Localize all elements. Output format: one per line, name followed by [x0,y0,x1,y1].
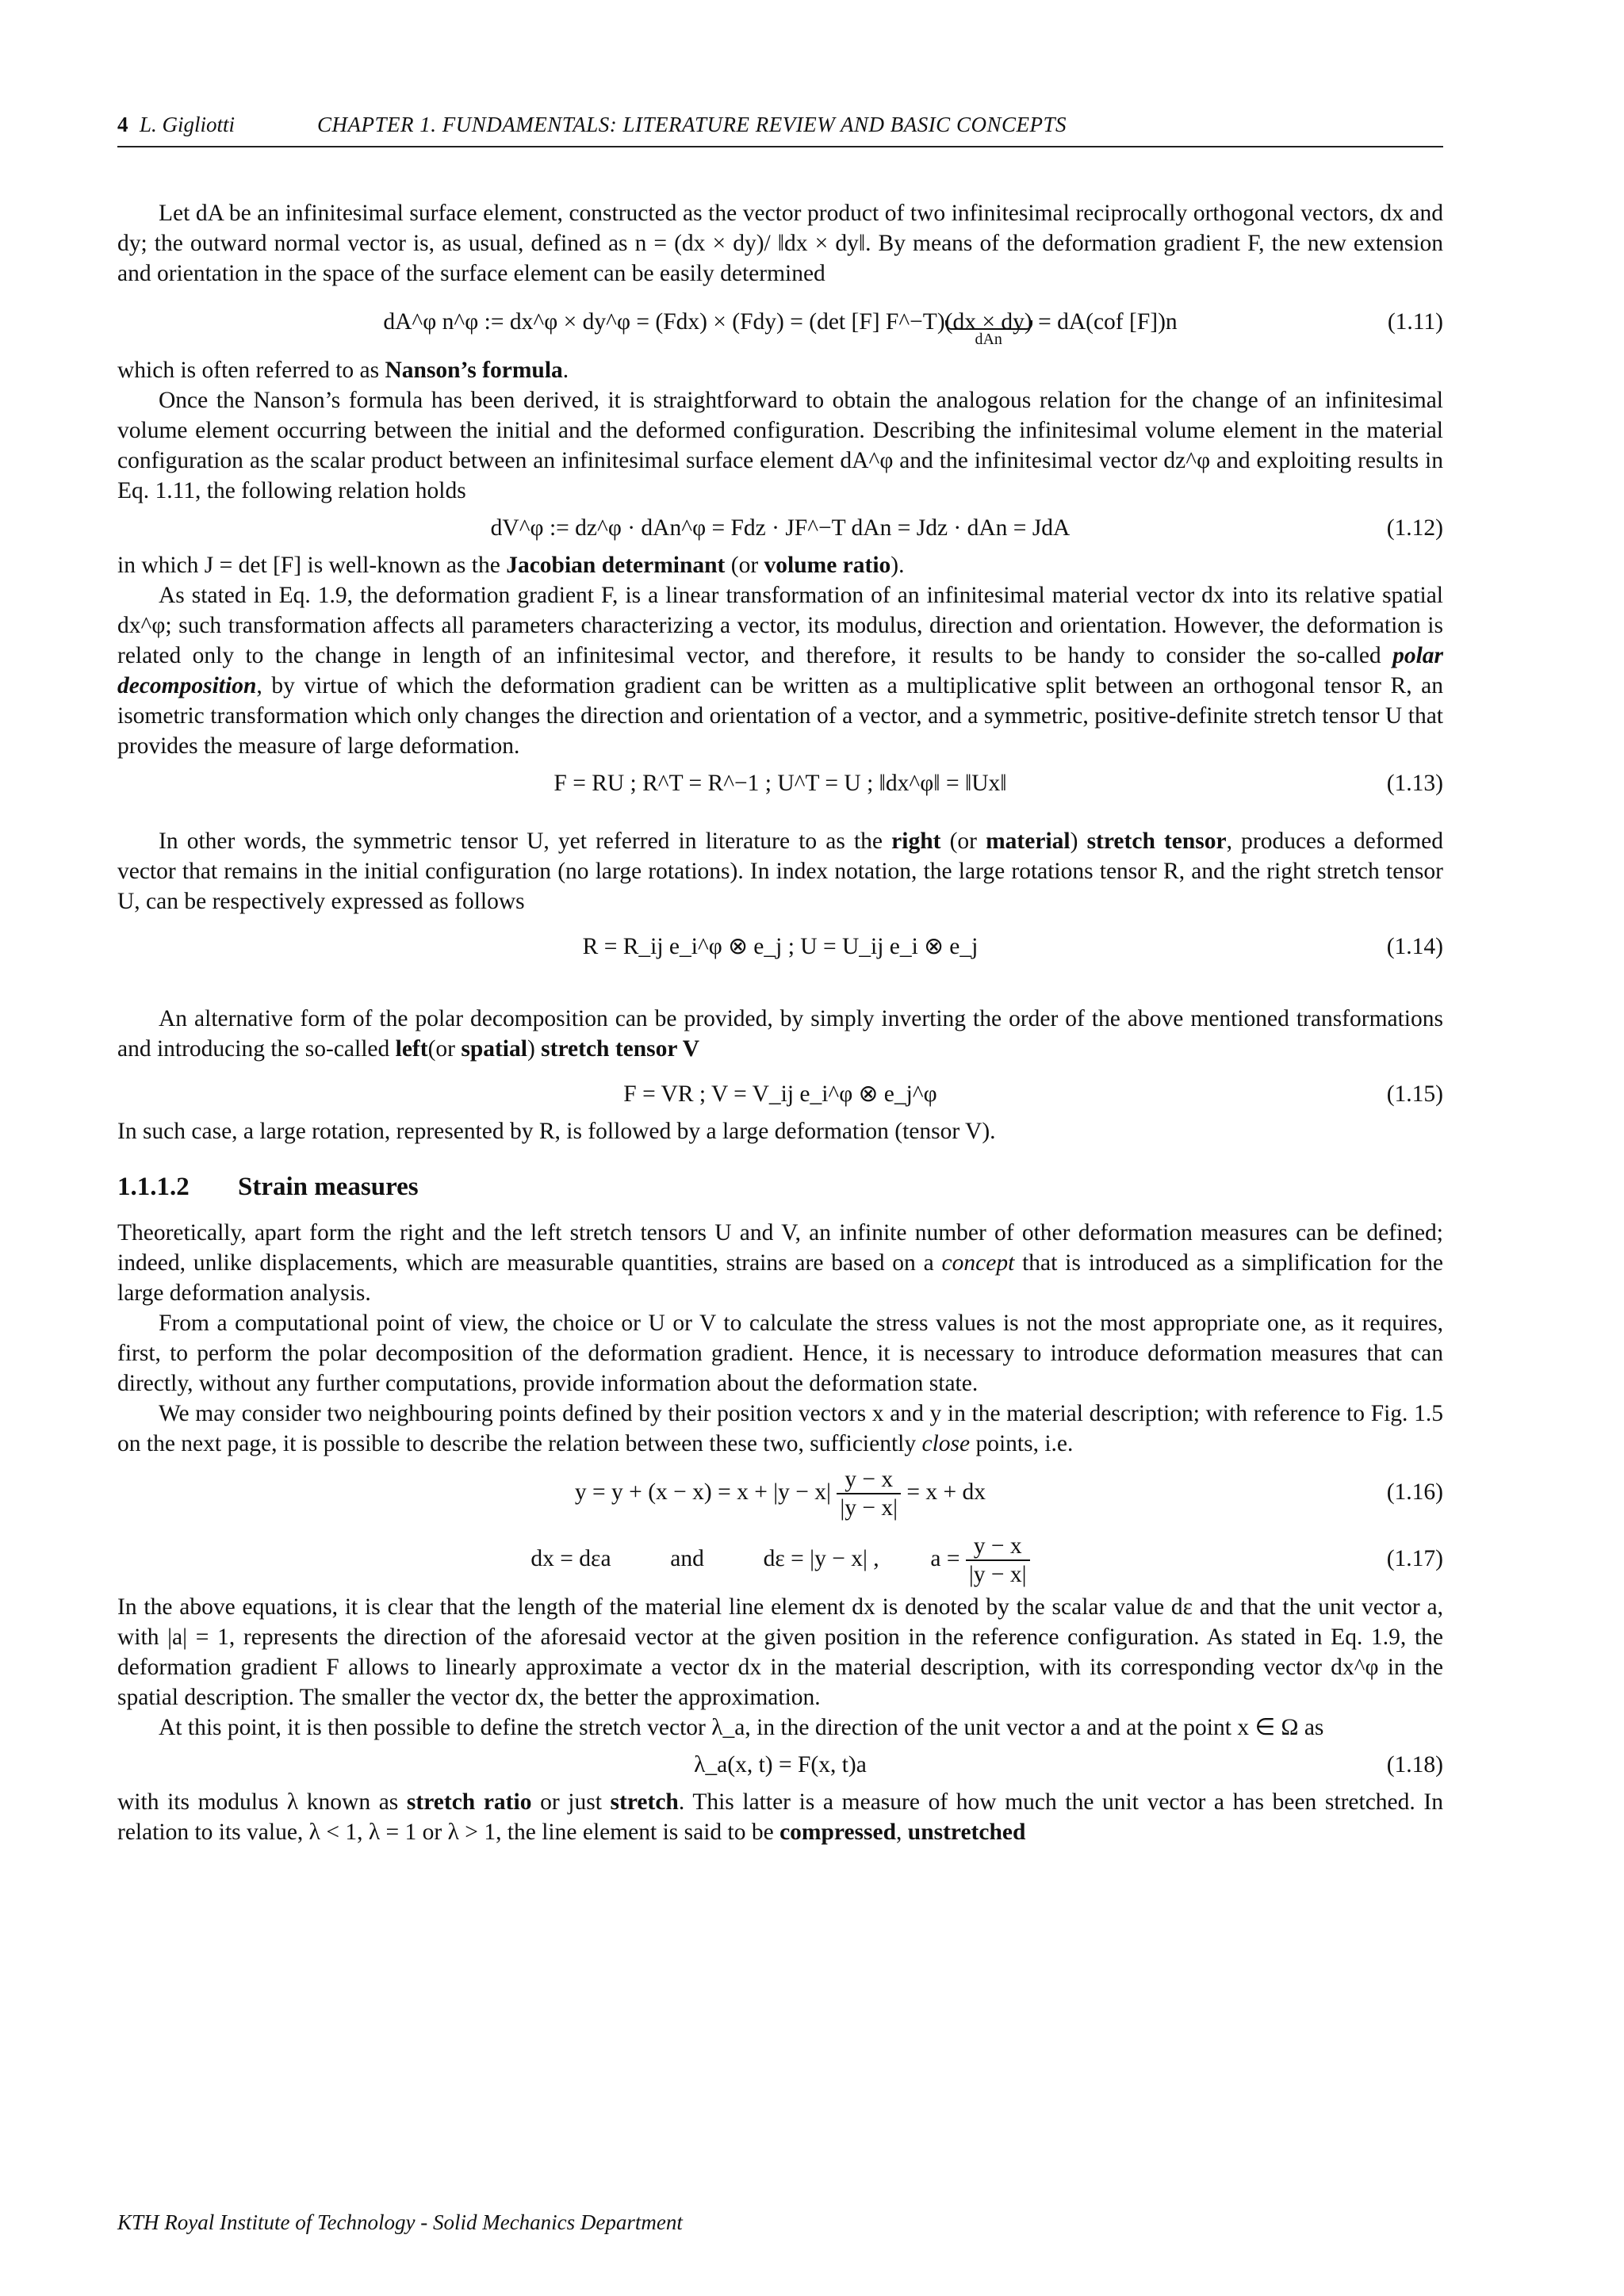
equation-body: y = y + (x − x) = x + |y − x| $\frac{y - x}{|y - x|}$ = x + dx [574,1467,986,1521]
chapter-title: CHAPTER 1. FUNDAMENTALS: LITERATURE REVIEW AND BASIC CONCEPTS [317,113,1067,136]
paragraph: In other words, the symmetric tensor U, yet referred in literature to as the right (or material) stretch tensor, produces a deformed vector that remains in the initial configuration (no large rotations). In index notation, the large rotations tensor R, and the right stretch tensor U, can be respectively expressed as follows [117,828,1444,914]
equation-1-14 [117,924,1443,969]
author-name: L. Gigliotti [140,113,236,136]
paragraph: Once the Nanson’s formula has been derived, it is straightforward to obtain the analogous relation for the change of an infinitesimal volume element occurring between the initial and the deformed configuration. Describing the infinitesimal volume element in the material configuration as the scalar product between an infinitesimal surface element dA^φ and the infinitesimal vector dz^φ and exploiting results in Eq. 1.11, the following relation holds [117,388,1443,503]
equation-number: (1.15) [1386,1081,1443,1107]
paragraph: An alternative form of the polar decomposition can be provided, by simply inverting the order of the above mentioned transformations and introducing the so-called left(or spatial) stretch tensor V [117,1006,1443,1062]
equation-body: dV^φ := dz^φ · dAn^φ = Fdz · JF^−T dAn = Jdz · dAn = JdA [490,515,1071,541]
equation-number: (1.17) [1386,1546,1443,1571]
equation-body: F = RU ; R^T = R^−1 ; U^T = U ; ‖dx^φ‖ = ‖Ux‖ [553,771,1007,796]
paragraph: in which J = det [F] is well-known as the Jacobian determinant (or volume ratio). [117,553,905,578]
equation-number: (1.14) [1386,934,1443,959]
equation-number: (1.12) [1386,515,1443,541]
paragraph: Let dA be an infinitesimal surface element, constructed as the vector product of two infinitesimal reciprocally orthogonal vectors, dx and dy; the outward normal vector is, as usual, defined as n = (dx × dy)/ ‖dx × dy‖. By means of the deformation gradient F, the new extension and orientation in the space of the surface element can be easily determined [117,201,1443,286]
equation-number: (1.11) [1387,309,1443,335]
fraction: $\frac{y - x}{|y - x|}$ [966,1533,1030,1588]
body-text [117,198,1443,1847]
equation-body: dx = dεa and dε = |y − x| , a = $\frac{y - x}{|y - x|}$ [530,1525,1029,1592]
equation-1-16 [117,1459,1443,1525]
brace-shape [945,320,1032,330]
equation-1-13 [117,761,1443,806]
equation-body: λ_a(x, t) = F(x, t)a [694,1752,867,1777]
equation-number: (1.13) [1386,771,1443,796]
section-title: Strain measures [238,1173,419,1201]
paragraph: At this point, it is then possible to define the stretch vector λ_a, in the direction of the unit vector a and at the point x ∈ Ω as [159,1715,1324,1740]
equation-1-18 [117,1743,1443,1787]
equation-1-17 [117,1525,1443,1592]
page-number: 4 [117,113,128,136]
equation-number: (1.16) [1386,1479,1443,1505]
paragraph: We may consider two neighbouring points defined by their position vectors x and y in the material description; with reference to Fig. 1.5 on the next page, it is possible to describe the relation between these two, sufficiently close points, i.e. [117,1401,1443,1456]
fraction: $\frac{y - x}{|y - x|}$ [837,1466,901,1521]
equation-1-15 [117,1072,1443,1116]
equation-body: R = R_ij e_i^φ ⊗ e_j ; U = U_ij e_i ⊗ e_j [582,934,979,959]
underbrace: (dx × dy) dAn [944,309,1032,348]
paragraph: From a computational point of view, the choice or U or V to calculate the stress values is not the most appropriate one, as it requires, first, to perform the polar decomposition of the deformation gradient. Hence, it is necessary to introduce deformation measures that can directly, without any further computations, provide information about the deformation state. [117,1311,1443,1396]
equation-body: F = VR ; V = V_ij e_i^φ ⊗ e_j^φ [623,1081,937,1107]
equation-number: (1.18) [1386,1752,1443,1777]
paragraph: which is often referred to as Nanson’s formula. [117,358,569,383]
running-header [117,111,1443,147]
brace-label: dAn [975,331,1002,348]
page-footer: KTH Royal Institute of Technology - Solid Mechanics Department [117,2210,683,2234]
equation-1-11 [117,289,1443,355]
equation-body: dA^φ n^φ := dx^φ × dy^φ = (Fdx) × (Fdy) = (det [F] F^−T)(dx × dy) dAn = dA(cof [F])n [383,289,1177,355]
paragraph: In the above equations, it is clear that the length of the material line element dx is denoted by the scalar value dε and that the unit vector a, with |a| = 1, represents the direction of the aforesaid vector at the given position in the reference configuration. As stated in Eq. 1.9, the deformation gradient F allows to linearly approximate a vector dx in the material description, with its corresponding vector dx^φ in the spatial description. The smaller the vector dx, the better the approximation. [117,1594,1443,1710]
equation-1-12 [117,506,1443,550]
paragraph: with its modulus λ known as stretch ratio or just stretch. This latter is a measure of how much the unit vector a has been stretched. In relation to its value, λ < 1, λ = 1 or λ > 1, the line element is said to be compressed, unstretched [117,1789,1443,1845]
paragraph: Theoretically, apart form the right and the left stretch tensors U and V, an infinite number of other deformation measures can be defined; indeed, unlike displacements, which are measurable quantities, strains are based on a concept that is introduced as a simplification for the large deformation analysis. [117,1220,1443,1306]
section-number: 1.1.1.2 [117,1173,190,1201]
paragraph: In such case, a large rotation, represented by R, is followed by a large deformation (tensor V). [117,1119,996,1144]
section-heading [117,1170,1443,1203]
paragraph: As stated in Eq. 1.9, the deformation gradient F, is a linear transformation of an infinitesimal material vector dx into its relative spatial dx^φ; such transformation affects all parameters characterizing a vector, its modulus, direction and orientation. However, the deformation is related only to the change in length of an infinitesimal vector, and therefore, it results to be handy to consider the so-called polar decomposition, by virtue of which the deformation gradient can be written as a multiplicative split between an orthogonal tensor R, an isometric transformation which only changes the direction and orientation of a vector, and a symmetric, positive-definite stretch tensor U that provides the measure of large deformation. [117,583,1443,759]
